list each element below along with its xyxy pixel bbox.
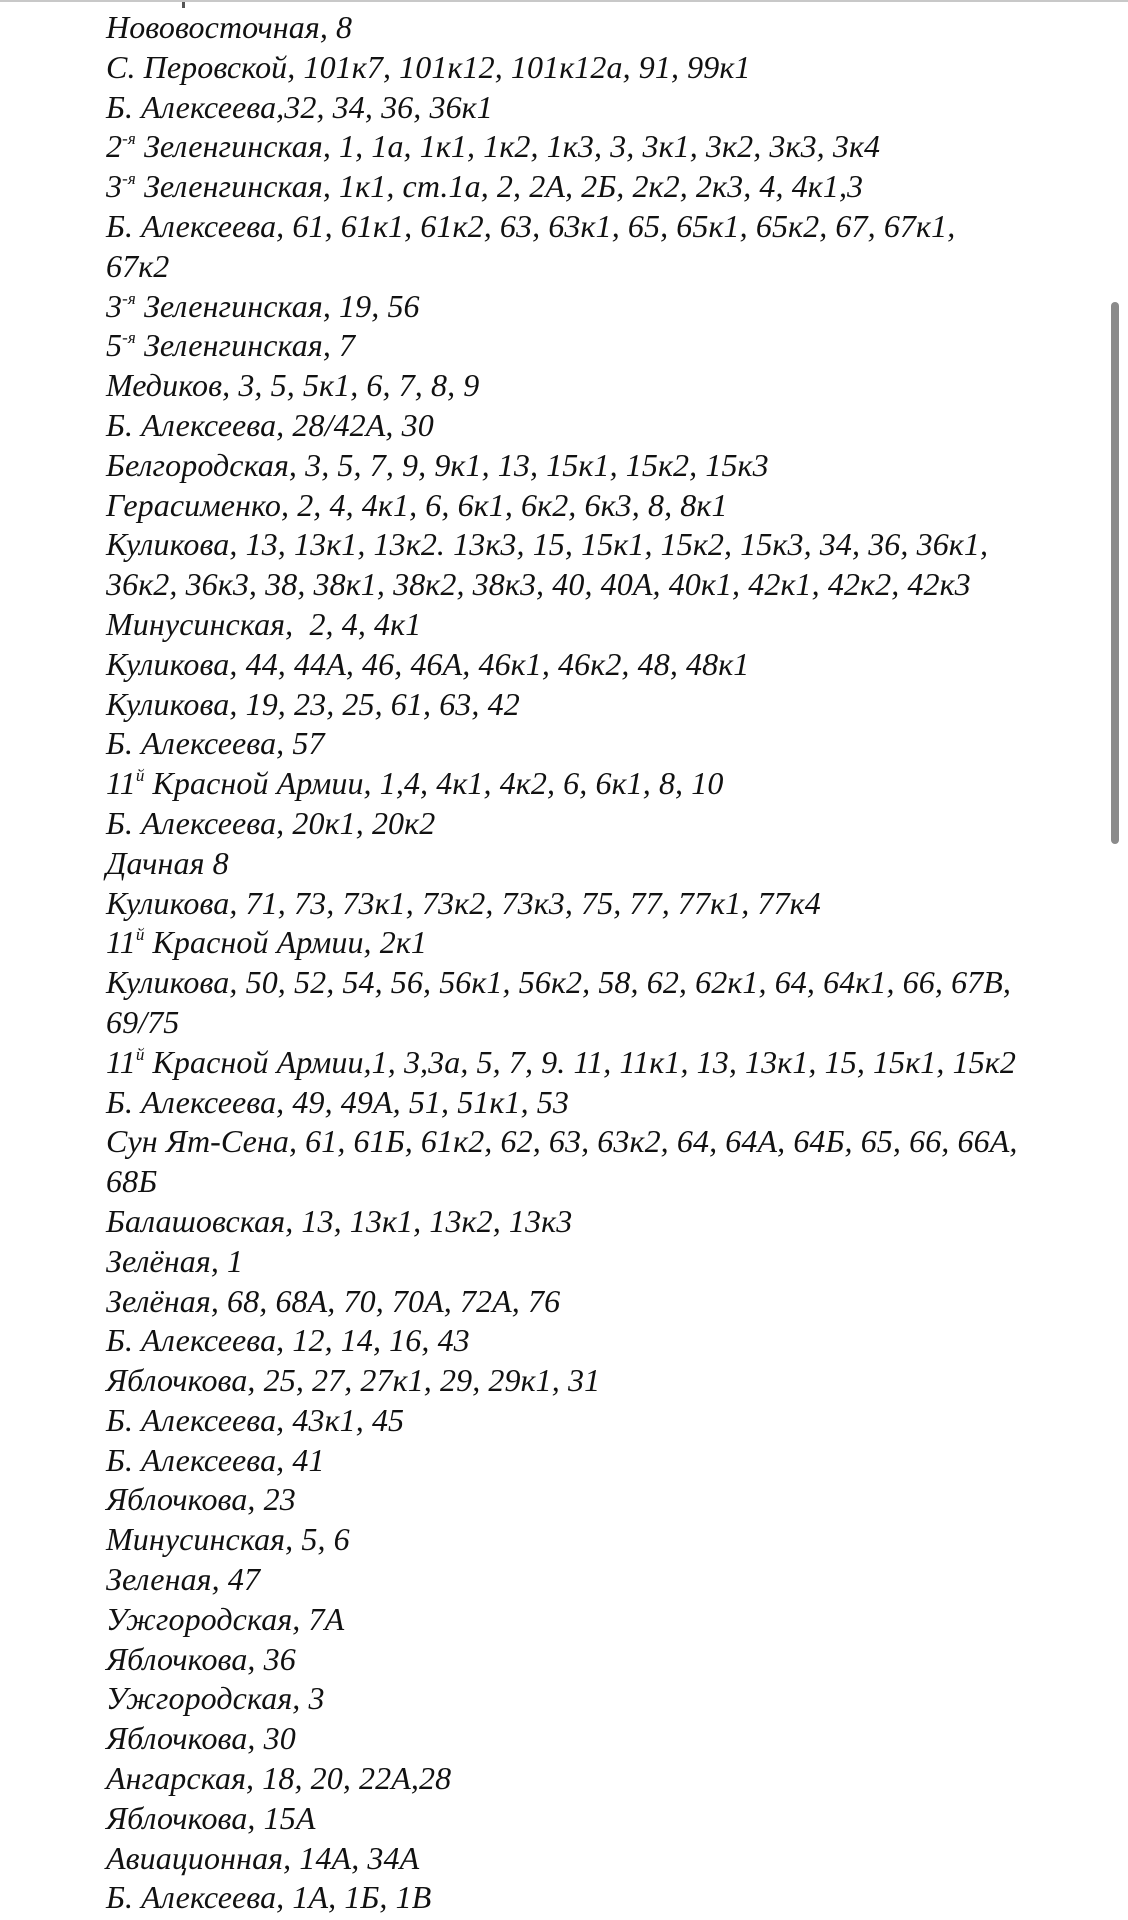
- address-text: Зеленгинская, 19, 56: [135, 287, 420, 324]
- address-line: [106, 1361, 1086, 1401]
- address-line: [106, 1441, 1086, 1481]
- address-line: [106, 1640, 1086, 1680]
- address-line: [106, 764, 1086, 804]
- address-line: [106, 1122, 1086, 1162]
- address-text: Куликова, 50, 52, 54, 56, 56к1, 56к2, 58, 62, 62к1, 64, 64к1, 66, 67В,: [106, 964, 1012, 1001]
- address-line: [106, 1839, 1086, 1879]
- address-line: [106, 1162, 1086, 1202]
- address-text: 68Б: [106, 1163, 158, 1200]
- address-text: Балашовская, 13, 13к1, 13к2, 13к3: [106, 1202, 573, 1239]
- address-line: [106, 525, 1086, 565]
- address-text: Яблочкова, 36: [106, 1640, 296, 1677]
- address-line: [106, 287, 1086, 327]
- address-line: [106, 1083, 1086, 1123]
- address-list: [106, 8, 1086, 1918]
- address-text: Куликова, 19, 23, 25, 61, 63, 42: [106, 685, 520, 722]
- address-line: [106, 247, 1086, 287]
- address-line: [106, 1242, 1086, 1282]
- address-line: [106, 1282, 1086, 1322]
- ordinal-suffix: й: [135, 925, 145, 945]
- ordinal-suffix: -я: [122, 288, 136, 308]
- address-text: Ангарская, 18, 20, 22А,28: [106, 1760, 452, 1797]
- address-text: С. Перовской, 101к7, 101к12, 101к12а, 91, 99к1: [106, 48, 751, 85]
- address-text: 69/75: [106, 1003, 180, 1040]
- ordinal-suffix: -я: [122, 169, 136, 189]
- address-line: [106, 48, 1086, 88]
- address-text: Красной Армии, 2к1: [144, 924, 428, 961]
- address-text: Минусинская, 2, 4, 4к1: [106, 605, 422, 642]
- ordinal-suffix: й: [135, 766, 145, 786]
- address-line: [106, 406, 1086, 446]
- address-text: Ужгородская, 3: [106, 1680, 325, 1717]
- address-text: Ужгородская, 7А: [106, 1600, 345, 1637]
- address-text: Б. Алексеева, 49, 49А, 51, 51к1, 53: [106, 1083, 569, 1120]
- address-text: Зелёная, 68, 68А, 70, 70А, 72А, 76: [106, 1282, 561, 1319]
- address-line: [106, 685, 1086, 725]
- ordinal-suffix: й: [135, 1044, 145, 1064]
- street-ordinal: 11: [106, 765, 136, 802]
- address-line: [106, 605, 1086, 645]
- address-text: Минусинская, 5, 6: [106, 1521, 350, 1558]
- address-text: Куликова, 44, 44А, 46, 46А, 46к1, 46к2, 48, 48к1: [106, 645, 750, 682]
- ordinal-suffix: -я: [122, 328, 136, 348]
- address-text: Герасименко, 2, 4, 4к1, 6, 6к1, 6к2, 6к3, 8, 8к1: [106, 486, 728, 523]
- vertical-scrollbar[interactable]: [1108, 0, 1128, 1920]
- address-line: [106, 1719, 1086, 1759]
- address-text: Яблочкова, 15А: [106, 1799, 316, 1836]
- address-text: Дачная 8: [106, 844, 229, 881]
- address-line: [106, 724, 1086, 764]
- address-text: Куликова, 13, 13к1, 13к2. 13к3, 15, 15к1, 15к2, 15к3, 34, 36, 36к1,: [106, 526, 989, 563]
- address-text: Белгородская, 3, 5, 7, 9, 9к1, 13, 15к1, 15к2, 15к3: [106, 446, 769, 483]
- address-line: [106, 127, 1086, 167]
- address-text: Зеленгинская, 1, 1а, 1к1, 1к2, 1к3, 3, 3к1, 3к2, 3к3, 3к4: [135, 128, 881, 165]
- address-line: [106, 565, 1086, 605]
- address-line: [106, 1600, 1086, 1640]
- street-ordinal: 11: [106, 1043, 136, 1080]
- address-line: [106, 963, 1086, 1003]
- address-text: Зеленгинская, 1к1, ст.1а, 2, 2А, 2Б, 2к2, 2к3, 4, 4к1,3: [135, 168, 864, 205]
- address-line: [106, 326, 1086, 366]
- street-ordinal: 3: [106, 168, 123, 205]
- address-text: Яблочкова, 25, 27, 27к1, 29, 29к1, 31: [106, 1362, 601, 1399]
- address-text: Медиков, 3, 5, 5к1, 6, 7, 8, 9: [106, 367, 480, 404]
- address-line: [106, 1003, 1086, 1043]
- address-text: Яблочкова, 30: [106, 1720, 296, 1757]
- address-text: Б. Алексеева, 1А, 1Б, 1В: [106, 1879, 432, 1916]
- address-text: Зеленая, 47: [106, 1561, 261, 1598]
- address-line: [106, 207, 1086, 247]
- scrollbar-thumb[interactable]: [1111, 302, 1119, 844]
- address-line: [106, 1401, 1086, 1441]
- address-line: [106, 1878, 1086, 1918]
- address-text: 67к2: [106, 247, 170, 284]
- address-line: [106, 88, 1086, 128]
- address-text: Красной Армии, 1,4, 4к1, 4к2, 6, 6к1, 8, 10: [144, 765, 724, 802]
- street-ordinal: 2: [106, 128, 123, 165]
- address-line: [106, 645, 1086, 685]
- address-text: Зелёная, 1: [106, 1242, 244, 1279]
- street-ordinal: 5: [106, 327, 123, 364]
- address-line: [106, 1321, 1086, 1361]
- address-text: Б. Алексеева, 57: [106, 725, 325, 762]
- address-text: Б. Алексеева, 43к1, 45: [106, 1401, 405, 1438]
- address-text: Б. Алексеева, 61, 61к1, 61к2, 63, 63к1, 65, 65к1, 65к2, 67, 67к1,: [106, 207, 956, 244]
- street-ordinal: 11: [106, 924, 136, 961]
- address-line: [106, 1679, 1086, 1719]
- address-line: [106, 8, 1086, 48]
- address-line: [106, 884, 1086, 924]
- address-text: Красной Армии,1, 3,3а, 5, 7, 9. 11, 11к1, 13, 13к1, 15, 15к1, 15к2: [144, 1043, 1016, 1080]
- address-line: [106, 1520, 1086, 1560]
- address-text: Нововосточная, 8: [106, 9, 353, 45]
- address-line: [106, 366, 1086, 406]
- top-edge-divider: [0, 0, 1128, 2]
- address-text: Зеленгинская, 7: [135, 327, 356, 364]
- address-text: Сун Ят-Сена, 61, 61Б, 61к2, 62, 63, 63к2, 64, 64А, 64Б, 65, 66, 66А,: [106, 1123, 1018, 1160]
- address-line: [106, 1759, 1086, 1799]
- address-line: [106, 446, 1086, 486]
- address-text: Авиационная, 14А, 34А: [106, 1839, 420, 1876]
- address-line: [106, 1043, 1086, 1083]
- address-text: Яблочкова, 23: [106, 1481, 296, 1518]
- address-text: Б. Алексеева, 20к1, 20к2: [106, 804, 436, 841]
- address-line: [106, 1560, 1086, 1600]
- address-line: [106, 844, 1086, 884]
- address-line: [106, 167, 1086, 207]
- address-text: Б. Алексеева, 41: [106, 1441, 325, 1478]
- address-line: [106, 486, 1086, 526]
- address-line: [106, 804, 1086, 844]
- address-text: Б. Алексеева, 28/42А, 30: [106, 406, 434, 443]
- address-text: Б. Алексеева,32, 34, 36, 36к1: [106, 88, 493, 125]
- street-ordinal: 3: [106, 287, 123, 324]
- address-text: Б. Алексеева, 12, 14, 16, 43: [106, 1322, 470, 1359]
- ordinal-suffix: -я: [122, 129, 136, 149]
- address-line: [106, 1480, 1086, 1520]
- address-line: [106, 1202, 1086, 1242]
- address-text: 36к2, 36к3, 38, 38к1, 38к2, 38к3, 40, 40А, 40к1, 42к1, 42к2, 42к3: [106, 566, 971, 603]
- address-line: [106, 1799, 1086, 1839]
- address-text: Куликова, 71, 73, 73к1, 73к2, 73к3, 75, 77, 77к1, 77к4: [106, 884, 821, 921]
- address-line: [106, 923, 1086, 963]
